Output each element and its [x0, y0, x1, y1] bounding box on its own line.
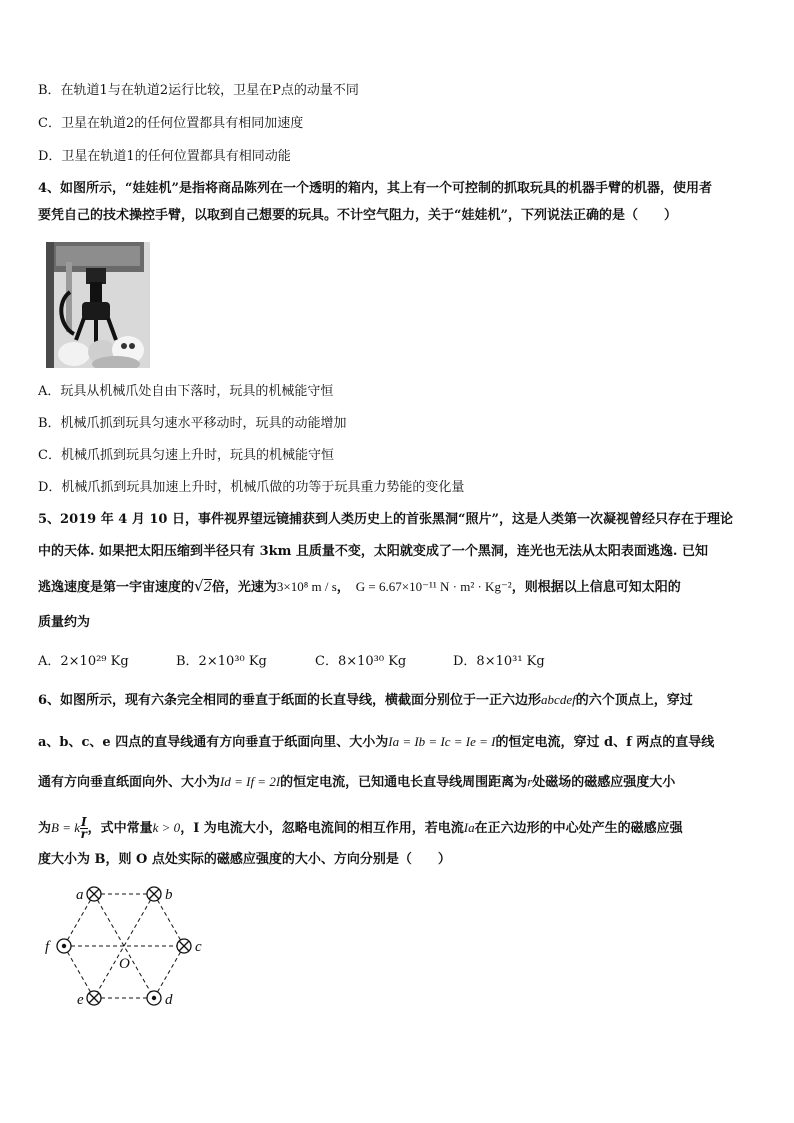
- q6-stem-line2: [38, 733, 714, 752]
- q5-option-c: C．8×10³⁰ Kg: [315, 654, 407, 669]
- q6-stem-line4: [38, 817, 683, 840]
- q5-line3-text-c: ，则根据以上信息可知太阳的: [511, 580, 681, 595]
- q5-stem-line2: 中的天体. 如果把太阳压缩到半径只有 3km 且质量不变，太阳就变成了一个黑洞，连光也无法从太阳表面逃逸. 已知: [38, 544, 708, 559]
- q6-line3-text-b: 的恒定电流，已知通电长直导线周围距离为: [280, 775, 528, 790]
- current-equation-2: Id = If = 2I: [220, 774, 281, 789]
- q6-line1-text-a: 6、如图所示，现有六条完全相同的垂直于纸面的长直导线，横截面分别位于一正六边形: [38, 693, 542, 708]
- q6-stem-line5: 度大小为 B，则 O 点处实际的磁感应强度的大小、方向分别是（ ）: [38, 852, 451, 867]
- constant-condition: k > 0: [152, 820, 181, 835]
- q4-option-a: A．玩具从机械爪处自由下落时，玩具的机械能守恒: [38, 384, 334, 399]
- hexagon-name: abcdef: [541, 692, 576, 707]
- wire-b-cross-icon: [147, 887, 161, 901]
- light-speed-value: 3×10⁸ m / s: [276, 579, 337, 594]
- q5-option-a: A．2×10²⁹ Kg: [38, 654, 129, 669]
- q5-stem-line1: 5、2019 年 4 月 10 日，事件视界望远镜捕获到人类历史上的首张黑洞“照片”，这是人类第一次凝视曾经只存在于理论: [38, 512, 733, 527]
- fraction-numerator: I: [81, 815, 87, 829]
- vertex-label-f: f: [45, 939, 50, 955]
- wire-a-cross-icon: [87, 887, 101, 901]
- q6-line1-text-b: 的六个顶点上，穿过: [575, 693, 693, 708]
- q6-line4-text-c: ，I 为电流大小，忽略电流间的相互作用，若电流: [180, 821, 464, 836]
- q5-stem-line4: 质量约为: [38, 615, 91, 630]
- vertex-label-d: d: [165, 992, 173, 1008]
- q5-separator: ，: [336, 580, 350, 595]
- wire-c-cross-icon: [177, 939, 191, 953]
- q6-stem-line1: [38, 691, 693, 710]
- q6-line2-text-b: 的恒定电流，穿过 d、f 两点的直导线: [495, 735, 715, 750]
- q4-option-b: B．机械爪抓到玩具匀速水平移动时，玩具的动能增加: [38, 416, 347, 431]
- field-formula: B = k: [51, 820, 80, 835]
- vertex-label-b: b: [165, 887, 173, 903]
- vertex-label-c: c: [195, 939, 202, 955]
- current-ia: Ia: [463, 820, 475, 835]
- q3-option-b: B．在轨道1与在轨道2运行比较，卫星在P点的动量不同: [38, 83, 359, 98]
- distance-symbol: r: [527, 774, 533, 789]
- q5-line3-text-b: 倍，光速为: [211, 580, 277, 595]
- wire-d-dot-icon: [147, 991, 161, 1005]
- q5-line3-text-a: 逃逸速度是第一宇宙速度的: [38, 580, 195, 595]
- q5-option-b: B．2×10³⁰ Kg: [176, 654, 267, 669]
- q5-option-d: D．8×10³¹ Kg: [453, 654, 545, 669]
- claw-machine-photo: [46, 242, 150, 368]
- gravitational-constant: G = 6.67×10⁻¹¹ N · m² · Kg⁻²: [355, 579, 512, 594]
- q4-stem-line1: 4、如图所示，“娃娃机”是指将商品陈列在一个透明的箱内，其上有一个可控制的抓取玩具的机器手臂的机器，使用者: [38, 181, 713, 196]
- q6-stem-line3: [38, 773, 675, 792]
- q3-option-c: C．卫星在轨道2的任何位置都具有相同加速度: [38, 116, 304, 131]
- q6-line4-text-a: 为: [38, 821, 52, 836]
- q5-stem-line3: [38, 577, 681, 597]
- wire-f-dot-icon: [57, 939, 71, 953]
- q6-line4-text-d: 在正六边形的中心处产生的磁感应强: [474, 821, 683, 836]
- q4-option-c: C．机械爪抓到玩具匀速上升时，玩具的机械能守恒: [38, 448, 334, 463]
- hexagon-wire-diagram: [40, 880, 220, 1014]
- sqrt-expression: √2: [194, 577, 212, 595]
- sqrt-content: 2: [203, 580, 212, 595]
- q6-line2-text-a: a、b、c、e 四点的直导线通有方向垂直于纸面向里、大小为: [38, 735, 389, 750]
- vertex-label-a: a: [76, 887, 84, 903]
- q4-option-d: D．机械爪抓到玩具加速上升时，机械爪做的功等于玩具重力势能的变化量: [38, 480, 465, 495]
- center-label-o: O: [119, 956, 130, 972]
- wire-e-cross-icon: [87, 991, 101, 1005]
- q6-line4-text-b: ，式中常量: [87, 821, 153, 836]
- q3-option-d: D．卫星在轨道1的任何位置都具有相同动能: [38, 149, 291, 164]
- q6-line3-text-a: 通有方向垂直纸面向外、大小为: [38, 775, 221, 790]
- q4-stem-line2: 要凭自己的技术操控手臂，以取到自己想要的玩具。不计空气阻力，关于“娃娃机”，下列说法正确的是（ ）: [38, 208, 677, 223]
- fraction-denominator: r: [80, 827, 87, 841]
- current-equation-1: Ia = Ib = Ic = Ie = I: [388, 734, 496, 749]
- fraction-i-over-r: [80, 817, 88, 840]
- vertex-label-e: e: [77, 992, 84, 1008]
- q6-line3-text-c: 处磁场的磁感应强度大小: [532, 775, 676, 790]
